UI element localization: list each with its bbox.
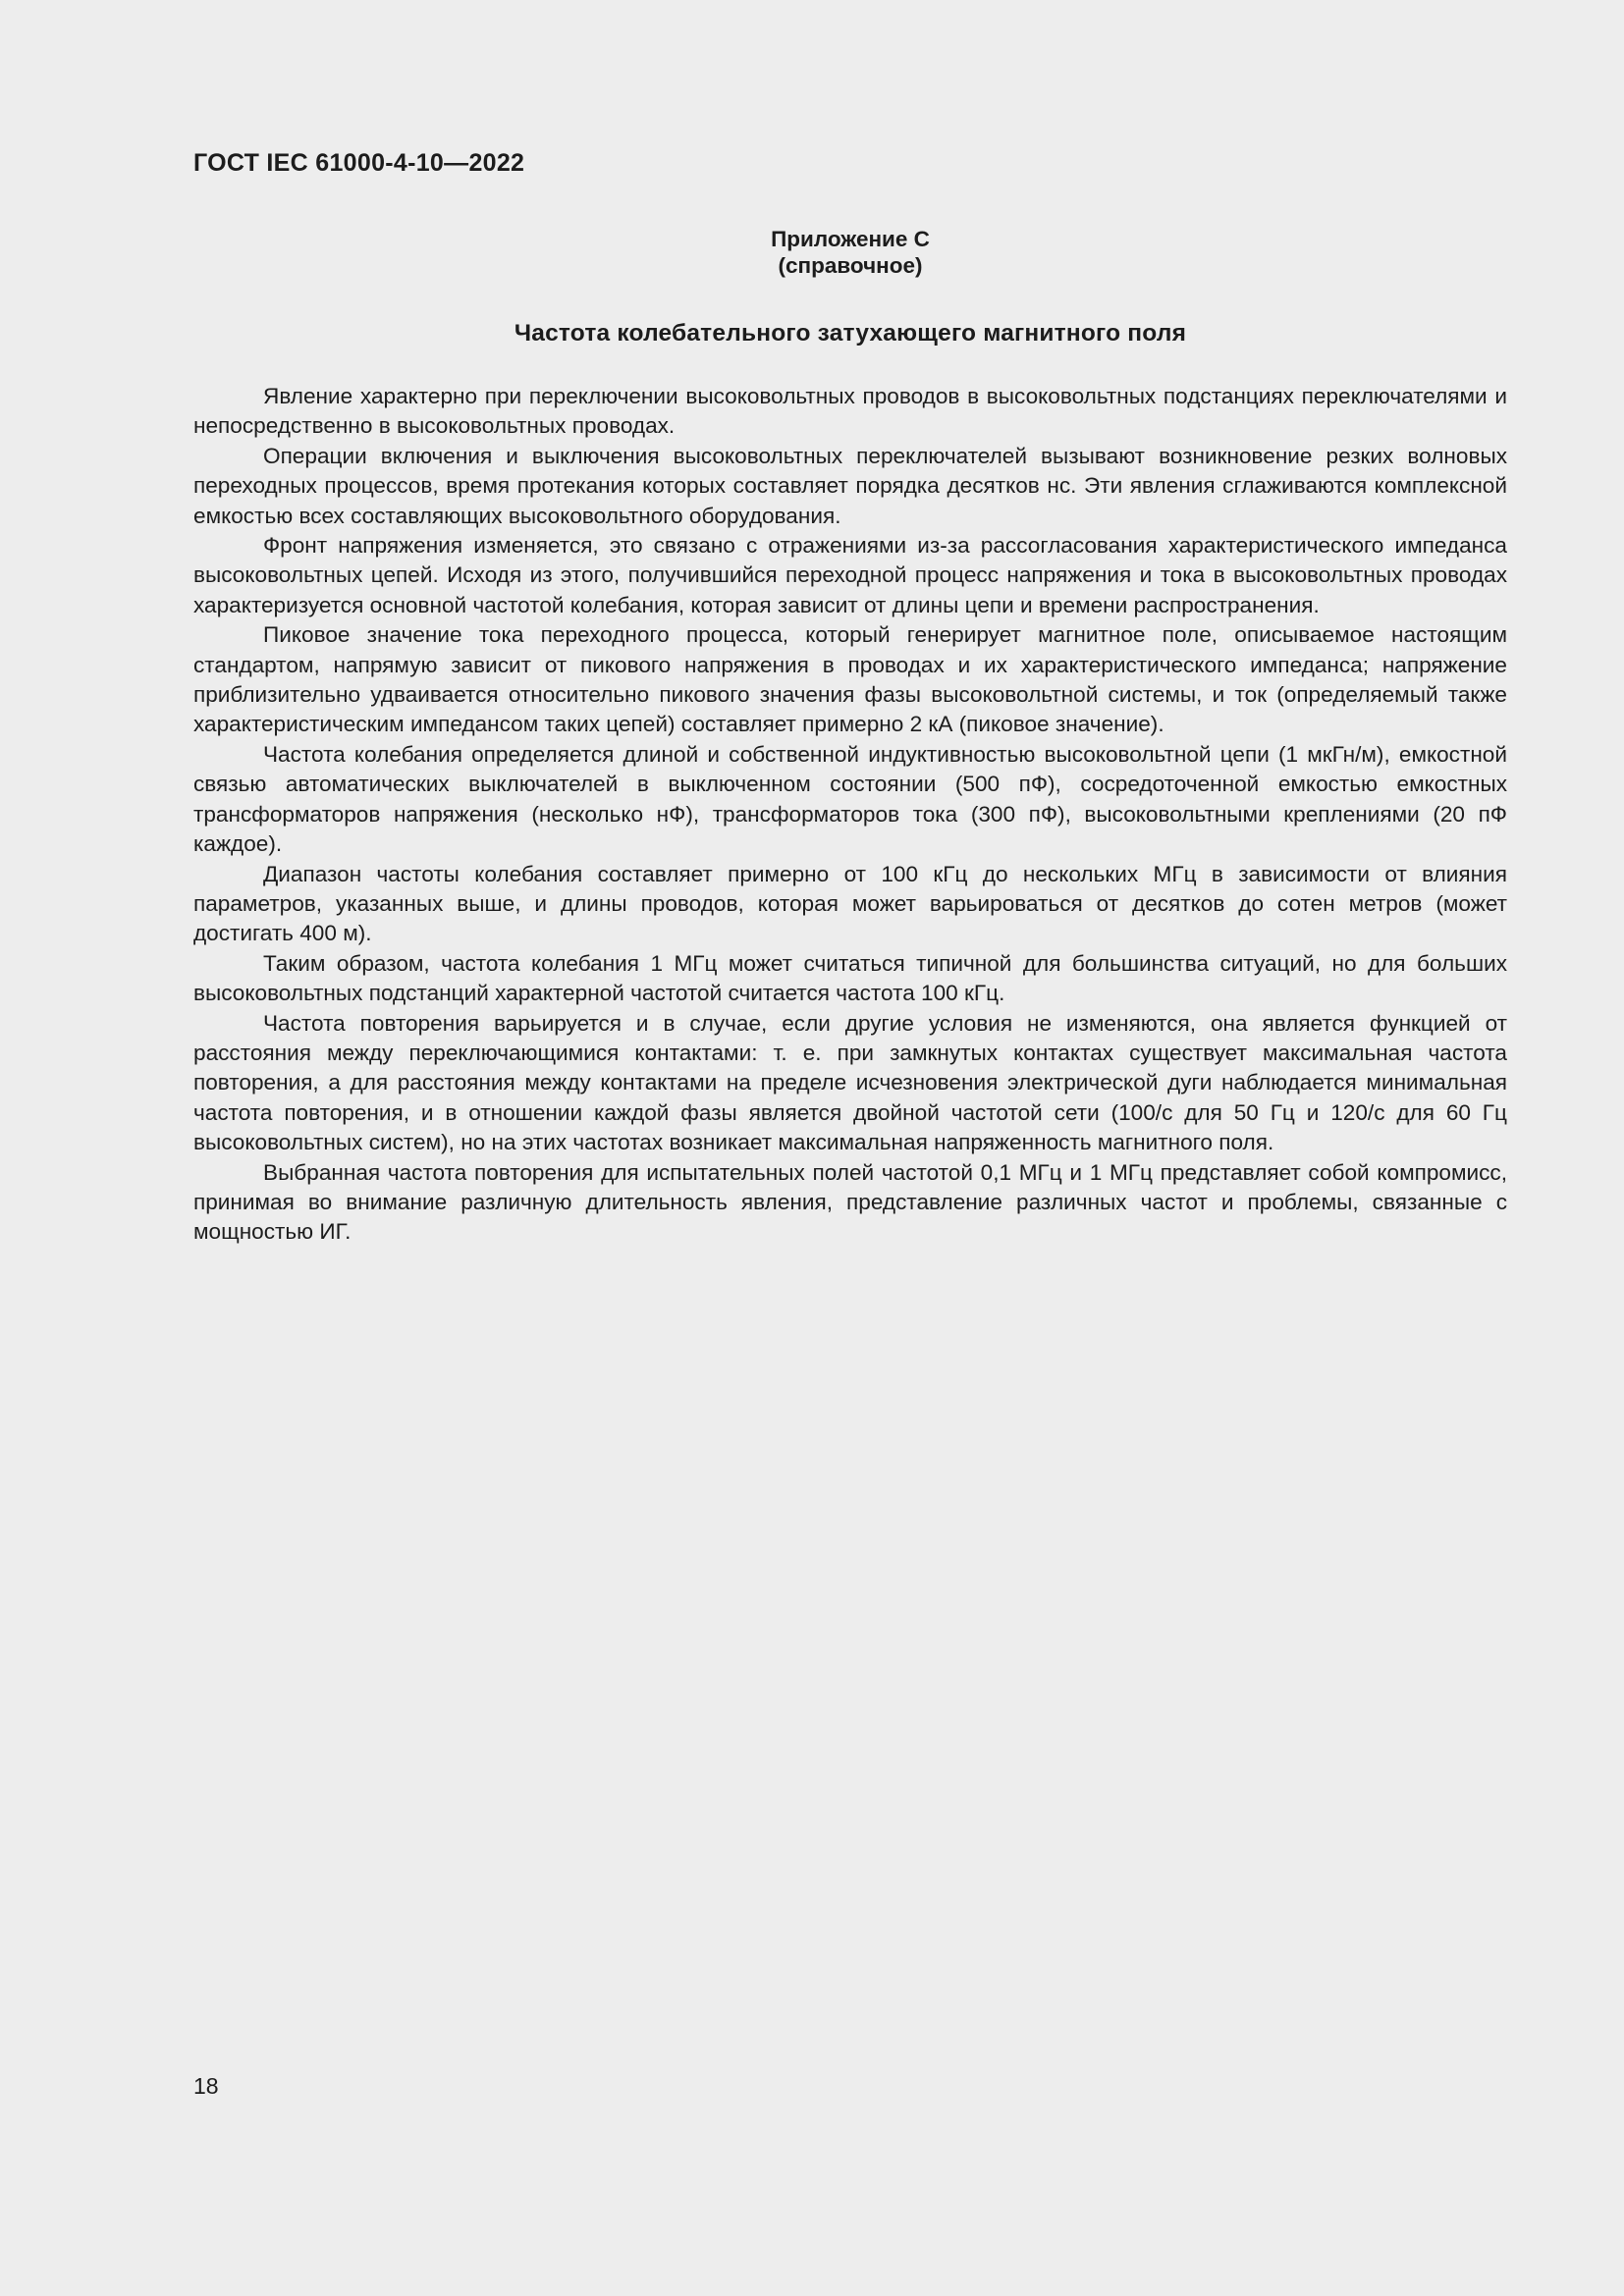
page-number: 18: [193, 2073, 219, 2099]
paragraph-5: Частота колебания определяется длиной и собственной индуктивностью высоковольтной цепи (1 мкГн/м), емкостной связью автоматических выключателей в выключенном состоянии (500 пФ), сосредоточенной емкостью емкостных трансформаторов напряжения (несколько нФ), трансформаторов тока (300 пФ), высоковольтными креплениями (20 пФ каждое).: [193, 741, 1507, 857]
body-text: [193, 382, 1507, 1248]
paragraph-4: Пиковое значение тока переходного процесса, который генерирует магнитное поле, описываемое настоящим стандартом, напрямую зависит от пикового напряжения в проводах и их характеристического импеданса; напряжение приблизительно удваивается относительно пикового значения фазы высоковольтной системы, и ток (определяемый также характеристическим импедансом таких цепей) составляет примерно 2 кА (пиковое значение).: [193, 622, 1507, 737]
annex-label: Приложение С: [771, 227, 930, 251]
annex-status: (справочное): [778, 253, 923, 278]
annex-title: Частота колебательного затухающего магнитного поля: [514, 320, 1187, 347]
paragraph-8: Частота повторения варьируется и в случае, если другие условия не изменяются, она является функцией от расстояния между переключающимися контактами: т. е. при замкнутых контактах существует максимальная частота повторения, а для расстояния между контактами на пределе исчезновения электрической дуги наблюдается минимальная частота повторения, и в отношении каждой фазы является двойной частотой сети (100/с для 50 Гц и 120/с для 60 Гц высоковольтных систем), но на этих частотах возникает максимальная напряженность магнитного поля.: [193, 1010, 1507, 1155]
paragraph-9: Выбранная частота повторения для испытательных полей частотой 0,1 МГц и 1 МГц представляет собой компромисс, принимая во внимание различную длительность явления, представление различных частот и проблемы, связанные с мощностью ИГ.: [193, 1159, 1507, 1245]
paragraph-7: Таким образом, частота колебания 1 МГц может считаться типичной для большинства ситуаций, но для больших высоковольтных подстанций характерной частотой считается частота 100 кГц.: [193, 950, 1507, 1006]
paragraph-6: Диапазон частоты колебания составляет примерно от 100 кГц до нескольких МГц в зависимости от влияния параметров, указанных выше, и длины проводов, которая может варьироваться от десятков до сотен метров (может достигать 400 м).: [193, 861, 1507, 946]
annex-heading: [193, 226, 1507, 279]
paragraph-3: Фронт напряжения изменяется, это связано с отражениями из-за рассогласования характеристического импеданса высоковольтных цепей. Исходя из этого, получившийся переходной процесс напряжения и тока в высоковольтных проводах характеризуется основной частотой колебания, которая зависит от длины цепи и времени распространения.: [193, 533, 1507, 617]
document-code-header: ГОСТ IEC 61000-4-10—2022: [193, 149, 525, 177]
paragraph-1: Явление характерно при переключении высоковольтных проводов в высоковольтных подстанциях переключателями и непосредственно в высоковольтных проводах.: [193, 384, 1507, 439]
paragraph-2: Операции включения и выключения высоковольтных переключателей вызывают возникновение резких волновых переходных процессов, время протекания которых составляет порядка десятков нс. Эти явления сглаживаются комплексной емкостью всех составляющих высоковольтного оборудования.: [193, 443, 1507, 528]
